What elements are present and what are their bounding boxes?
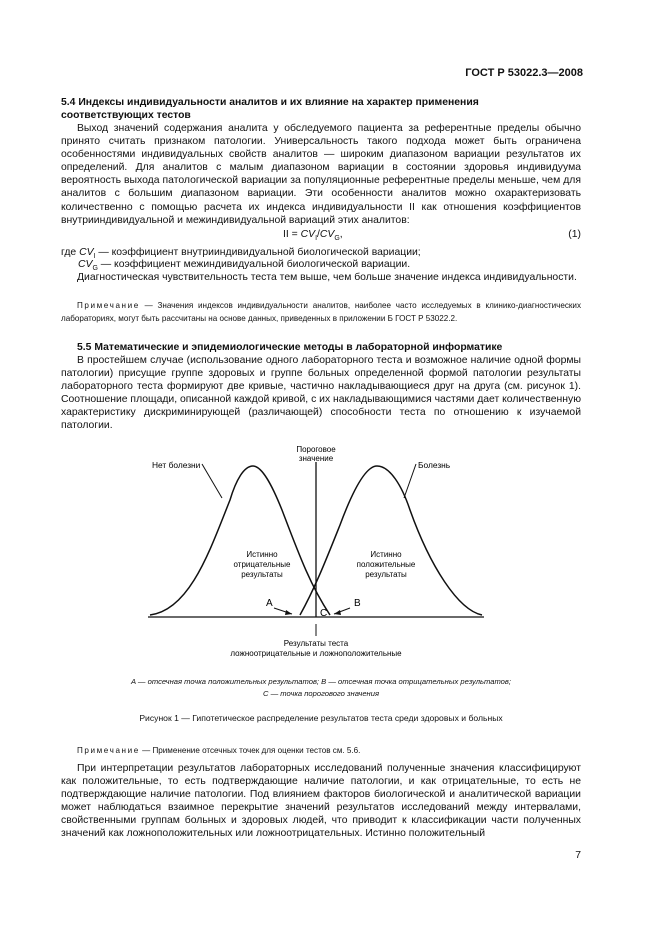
note-1-text: — Значения индексов индивидуальности аналитов, наиболее часто исследуемых в клинико-диагностических лабораториях, могут быть рассчитаны на основе данных, приведенных в приложении Б ГОСТ Р 53022.2. [61,301,581,323]
formula-1 [61,229,581,243]
section-5-4-heading-line2: соответствующих тестов [61,110,191,122]
page-number: 7 [575,850,581,861]
figure-1-diagram [140,440,500,660]
section-5-5-paragraph: В простейшем случае (использование одного лабораторного теста и возможное наличие одной формы патологии) присущие группе здоровых и группе больных определенной формой патологии результаты лабораторного теста формируют две кривые, частично накладывающиеся друг на друга (см. рисунок 1). Соотношение площади, описанной каждой кривой, с их накладывающимися частями дает количественную характеристику дискриминирующей (различающей) способности теста по отношению к изучаемой патологии. [61,355,581,432]
note-2 [61,744,581,757]
sensitivity-sentence: Диагностическая чувствительность теста тем выше, чем больше значение индекса индивидуальности. [77,272,577,283]
point-c-label: C [320,608,328,619]
false-results-label-1: Результаты теста [283,639,349,648]
false-results-label-2: ложноотрицательные и ложноположительные [230,649,402,658]
arrow-a-head [285,610,292,615]
definition-cvg: $CV_G$ — коэффициент межиндивидуальной биологической вариации. [78,259,411,273]
true-negative-label-1: Истинно [246,550,278,559]
section-5-5-heading: 5.5 Математические и эпидемиологические методы в лабораторной информатике [77,342,503,353]
note-1 [61,299,581,325]
point-b-label: B [354,598,361,609]
true-positive-label-3: результаты [365,570,407,579]
final-paragraph: При интерпретации результатов лабораторных исследований полученные значения классифицируют как положительные, то есть подтверждающие наличие патологии, и как отрицательные, то есть не подтверждающие наличие патологии. Под влиянием факторов биологической и аналитической вариации может наблюдаться взаимное перекрытие значений результатов исследований между интервалами, свойственными группам больных и здоровых людей, что приводит к классификации части полученных значений как ложноположительных или ложноотрицательных. Истинно положительный [61,763,581,840]
true-negative-label-2: отрицательные [233,560,291,569]
threshold-label-2: значение [298,454,334,463]
figure-legend [61,676,581,700]
disease-label-pointer [404,464,416,498]
healthy-distribution-curve [150,466,330,615]
note-1-label: Примечание [77,301,140,310]
point-a-label: A [266,598,273,609]
standard-id: ГОСТ Р 53022.3—2008 [465,67,583,79]
threshold-label-1: Пороговое [296,445,336,454]
note-2-text: — Применение отсечных точек для оценки тестов см. 5.6. [139,746,361,755]
figure-legend-line2: C — точка порогового значения [262,689,380,698]
section-5-4-heading-line1: 5.4 Индексы индивидуальности аналитов и их влияние на характер применения [61,97,479,108]
disease-distribution-curve [300,466,482,615]
true-negative-label-3: результаты [241,570,283,579]
true-positive-label-1: Истинно [370,550,402,559]
healthy-label-pointer [202,464,222,498]
disease-label: Болезнь [418,460,451,470]
section-5-4-heading [61,96,581,122]
arrow-b-head [334,610,341,615]
formula-expression: II = $CV_I/CV_G$, [283,229,343,243]
true-positive-label-2: положительные [356,560,416,569]
figure-caption: Рисунок 1 — Гипотетическое распределение результатов теста среди здоровых и больных [139,713,503,723]
note-2-label: Примечание [77,746,140,755]
formula-number: (1) [568,229,581,240]
figure-legend-line1: A — отсечная точка положительных результатов; B — отсечная точка отрицательных результатов; [131,677,511,686]
definition-cvi: где $CV_I$ — коэффициент внутрииндивидуальной биологической вариации; [61,247,421,261]
healthy-label: Нет болезни [152,460,201,470]
section-5-4-paragraph: Выход значений содержания аналита у обследуемого пациента за референтные пределы обычно принято считать признаком патологии. Универсальность такого подхода может быть ограничена особенностями индивидуальных свойств аналитов — широким диапазоном вариации результатов их определений. Для аналитов с малым диапазоном вариации в состоянии здоровья индивидуума вероятность выхода патологической вариации за популяционные референтные пределы меньше, чем для аналитов с большим диапазоном вариации. Эти особенности аналитов можно охарактеризовать количественно с помощью расчета их индекса индивидуальности II как отношения коэффициентов внутрииндивидуальной и межиндивидуальной вариаций этих аналитов: [61,123,581,226]
